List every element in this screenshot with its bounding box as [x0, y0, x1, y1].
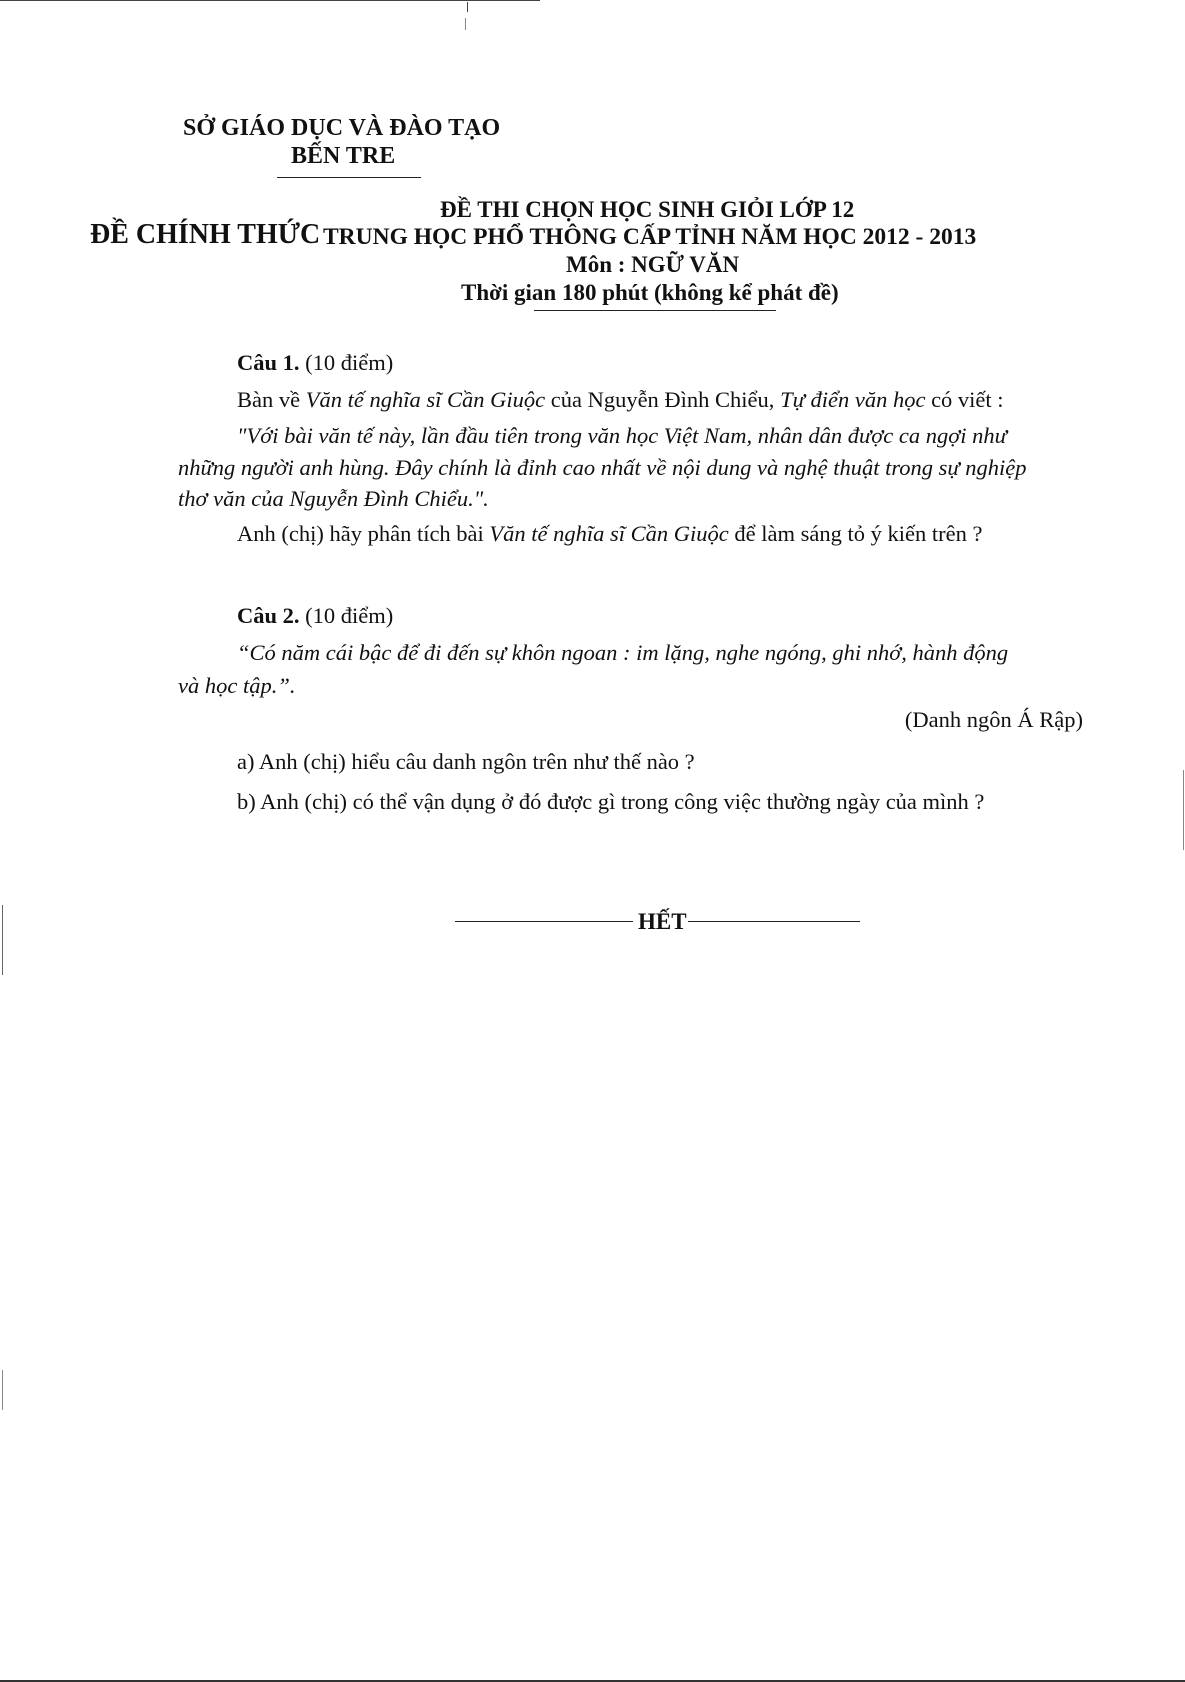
quote-text: những người anh hùng. Đây chính là đỉnh cao nhất về nội dung và nghệ thuật trong sự nghiệp: [178, 455, 1027, 480]
question-1-quote-line-3: [178, 488, 489, 511]
question-2-heading: [237, 605, 393, 628]
exam-title-line-2: TRUNG HỌC PHỔ THÔNG CẤP TỈNH NĂM HỌC 2012 - 2013: [323, 224, 977, 250]
task-text: Anh (chị) hãy phân tích bài: [237, 521, 490, 546]
scan-edge-right: [1183, 770, 1184, 850]
question-1-heading: [237, 352, 393, 375]
end-label: HẾT: [638, 909, 687, 934]
scan-edge-left: [2, 1370, 3, 1410]
scan-mark: [467, 2, 468, 12]
task-text: để làm sáng tỏ ý kiến trên ?: [728, 521, 983, 546]
question-1-task: [237, 523, 982, 546]
work-title: Văn tế nghĩa sĩ Cần Giuộc: [305, 387, 546, 412]
question-2-part-a: a) Anh (chị) hiểu câu danh ngôn trên như thế nào ?: [237, 749, 695, 774]
question-2-label: Câu 2.: [237, 603, 300, 628]
time-underline: [534, 310, 776, 311]
task-work-title: Văn tế nghĩa sĩ Cần Giuộc: [489, 521, 729, 546]
question-1-label: Câu 1.: [237, 350, 300, 375]
quote-attribution: (Danh ngôn Á Rập): [904, 707, 1083, 732]
header-divider: [277, 177, 421, 178]
question-1-quote-line-2: [178, 457, 1027, 480]
official-label: ĐỀ CHÍNH THỨC: [90, 219, 321, 250]
department-name: SỞ GIÁO DỤC VÀ ĐÀO TẠO: [183, 115, 501, 141]
intro-text: có viết :: [925, 387, 1004, 412]
question-2-quote-line-2: [178, 675, 296, 698]
quote-text: “Có năm cái bậc để đi đến sự khôn ngoan : im lặng, nghe ngóng, ghi nhớ, hành động: [237, 640, 1009, 665]
end-rule-right: [688, 921, 860, 922]
quote-text: thơ văn của Nguyễn Đình Chiểu.".: [178, 486, 489, 511]
question-2-quote-line-1: [237, 642, 1008, 665]
question-2-part-b: b) Anh (chị) có thể vận dụng ở đó được gì trong công việc thường ngày của mình ?: [237, 789, 985, 814]
quote-text: và học tập.”.: [178, 673, 296, 698]
question-1-intro: [237, 389, 1004, 412]
scan-mark: [465, 18, 466, 30]
question-2-points: (10 điểm): [299, 603, 394, 628]
scan-edge-top: [0, 0, 540, 1]
exam-title-line-1: ĐỀ THI CHỌN HỌC SINH GIỎI LỚP 12: [440, 197, 855, 222]
intro-text: Bàn về: [237, 387, 306, 412]
quote-text: "Với bài văn tế này, lần đầu tiên trong văn học Việt Nam, nhân dân được ca ngợi như: [237, 423, 1007, 448]
question-1-points: (10 điểm): [299, 350, 394, 375]
province-name: BẾN TRE: [291, 143, 396, 169]
intro-text: của Nguyễn Đình Chiểu,: [545, 387, 781, 412]
end-rule-left: [455, 921, 633, 922]
scan-edge-left: [2, 905, 3, 975]
source-title: Tự điển văn học: [780, 387, 926, 412]
question-1-quote-line-1: [237, 425, 1007, 448]
exam-time: Thời gian 180 phút (không kể phát đề): [461, 280, 839, 305]
exam-subject: Môn : NGỮ VĂN: [566, 252, 740, 277]
